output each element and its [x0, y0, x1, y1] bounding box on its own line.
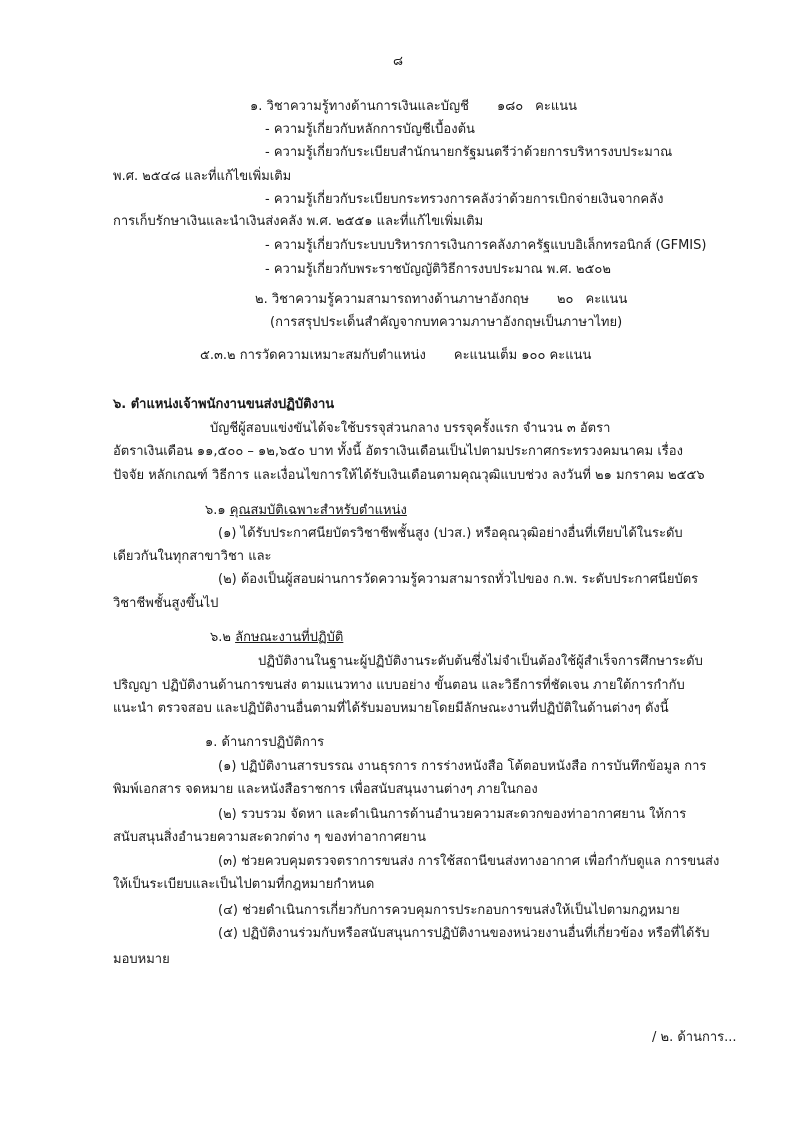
s532-full-score: คะแนนเต็ม ๑๐๐ คะแนน: [453, 348, 592, 363]
s62-line: แนะนำ ตรวจสอบ และปฏิบัติงานอื่นตามที่ได้รับมอบหมายโดยมีลักษณะงานที่ปฏิบัติในด้านต่างๆ ดังนี้: [113, 701, 669, 716]
s61-title: คุณสมบัติเฉพาะสำหรับตำแหน่ง: [229, 503, 407, 518]
section6-intro: อัตราเงินเดือน ๑๑,๕๐๐ – ๑๒,๖๕๐ บาท ทั้งนี้ อัตราเงินเดือนเป็นไปตามประกาศกระทรวงคมนาคม เรื่อง: [113, 444, 683, 459]
ops-line: (๓) ช่วยควบคุมตรวจตราการขนส่ง การใช้สถานีขนส่งทางอากาศ เพื่อกำกับดูแล การขนส่ง: [218, 854, 720, 869]
s62-line: ปริญญา ปฏิบัติงานด้านการขนส่ง ตามแนวทาง แบบอย่าง ขั้นตอน และวิธีการที่ชัดเจน ภายใต้การกำกับ: [113, 678, 685, 693]
subject2-score: ๒๐: [556, 292, 574, 307]
subject1-item: - ความรู้เกี่ยวกับระบบบริหารการเงินการคลังภาครัฐแบบอิเล็กทรอนิกส์ (GFMIS): [265, 238, 707, 253]
section6-heading: ๖. ตำแหน่งเจ้าพนักงานขนส่งปฏิบัติงาน: [113, 397, 335, 412]
ops-line: พิมพ์เอกสาร จดหมาย และหนังสือราชการ เพื่อสนับสนุนงานต่างๆ ภายในกอง: [113, 782, 538, 797]
s61-heading: [205, 502, 407, 520]
s61-line: (๒) ต้องเป็นผู้สอบผ่านการวัดความรู้ความสามารถทั่วไปของ ก.พ. ระดับประกาศนียบัตร: [218, 572, 699, 587]
ops-line: (๔) ช่วยดำเนินการเกี่ยวกับการควบคุมการประกอบการขนส่งให้เป็นไปตามกฎหมาย: [218, 903, 680, 918]
section6-intro: ปัจจัย หลักเกณฑ์ วิธีการ และเงื่อนไขการให้ได้รับเงินเดือนตามคุณวุฒิแบบช่วง ลงวันที่ ๒๑ มกราคม ๒๕๕๖: [113, 468, 705, 483]
s62-title: ลักษณะงานที่ปฏิบัติ: [235, 630, 344, 645]
s62-line: ปฏิบัติงานในฐานะผู้ปฏิบัติงานระดับต้นซึ่งไม่จำเป็นต้องใช้ผู้สำเร็จการศึกษาระดับ: [258, 654, 703, 669]
continuation-footer: / ๒. ด้านการ...: [652, 1030, 737, 1045]
s62-number: ๖.๒: [210, 630, 231, 645]
s61-line: วิชาชีพชั้นสูงขึ้นไป: [113, 596, 219, 611]
subject1-score: ๑๘๐: [496, 99, 524, 114]
s61-line: เดียวกันในทุกสาขาวิชา และ: [113, 549, 272, 564]
subject1-unit: คะแนน: [535, 99, 578, 114]
s62-heading: [210, 629, 343, 647]
subject2-row: [255, 291, 627, 309]
s61-number: ๖.๑: [205, 503, 226, 518]
subject2-label: ๒. วิชาความรู้ความสามารถทางด้านภาษาอังกฤษ: [255, 292, 529, 307]
subject2-note: (การสรุปประเด็นสำคัญจากบทความภาษาอังกฤษเป็นภาษาไทย): [270, 315, 623, 330]
ops-line: (๑) ปฏิบัติงานสารบรรณ งานธุรการ การร่างหนังสือ โต้ตอบหนังสือ การบันทึกข้อมูล การ: [218, 759, 707, 774]
s532-label: ๕.๓.๒ การวัดความเหมาะสมกับตำแหน่ง: [200, 348, 426, 363]
ops-line: มอบหมาย: [113, 952, 170, 967]
ops-line: (๒) รวบรวม จัดหา และดำเนินการด้านอำนวยความสะดวกของท่าอากาศยาน ให้การ: [218, 807, 687, 822]
ops-line: (๕) ปฏิบัติงานร่วมกับหรือสนับสนุนการปฏิบัติงานของหน่วยงานอื่นที่เกี่ยวข้อง หรือที่ได้รับ: [218, 926, 710, 941]
s61-line: (๑) ได้รับประกาศนียบัตรวิชาชีพชั้นสูง (ปวส.) หรือคุณวุฒิอย่างอื่นที่เทียบได้ในระดับ: [218, 526, 683, 541]
subject1-label: ๑. วิชาความรู้ทางด้านการเงินและบัญชี: [250, 99, 469, 114]
subject2-unit: คะแนน: [585, 292, 628, 307]
ops-line: ให้เป็นระเบียบและเป็นไปตามที่กฎหมายกำหนด: [113, 877, 375, 892]
subject1-item: - ความรู้เกี่ยวกับหลักการบัญชีเบื้องต้น: [265, 122, 475, 137]
subject1-item: - ความรู้เกี่ยวกับระเบียบสำนักนายกรัฐมนตรีว่าด้วยการบริหารงบประมาณ: [265, 145, 673, 160]
subject1-item: การเก็บรักษาเงินและนำเงินส่งคลัง พ.ศ. ๒๕๕๑ และที่แก้ไขเพิ่มเติม: [113, 214, 484, 229]
s532-row: [200, 347, 591, 365]
ops-heading: ๑. ด้านการปฏิบัติการ: [205, 735, 325, 750]
subject1-row: [250, 98, 577, 116]
page-number: ๘: [393, 54, 404, 69]
section6-intro: บัญชีผู้สอบแข่งขันได้จะใช้บรรจุส่วนกลาง บรรจุครั้งแรก จำนวน ๓ อัตรา: [210, 421, 611, 436]
subject1-item: - ความรู้เกี่ยวกับพระราชบัญญัติวิธีการงบประมาณ พ.ศ. ๒๕๐๒: [265, 262, 611, 277]
ops-line: สนับสนุนสิ่งอำนวยความสะดวกต่าง ๆ ของท่าอากาศยาน: [113, 830, 426, 845]
subject1-item: - ความรู้เกี่ยวกับระเบียบกระทรวงการคลังว่าด้วยการเบิกจ่ายเงินจากคลัง: [265, 192, 664, 207]
subject1-item: พ.ศ. ๒๕๔๘ และที่แก้ไขเพิ่มเติม: [113, 169, 292, 184]
